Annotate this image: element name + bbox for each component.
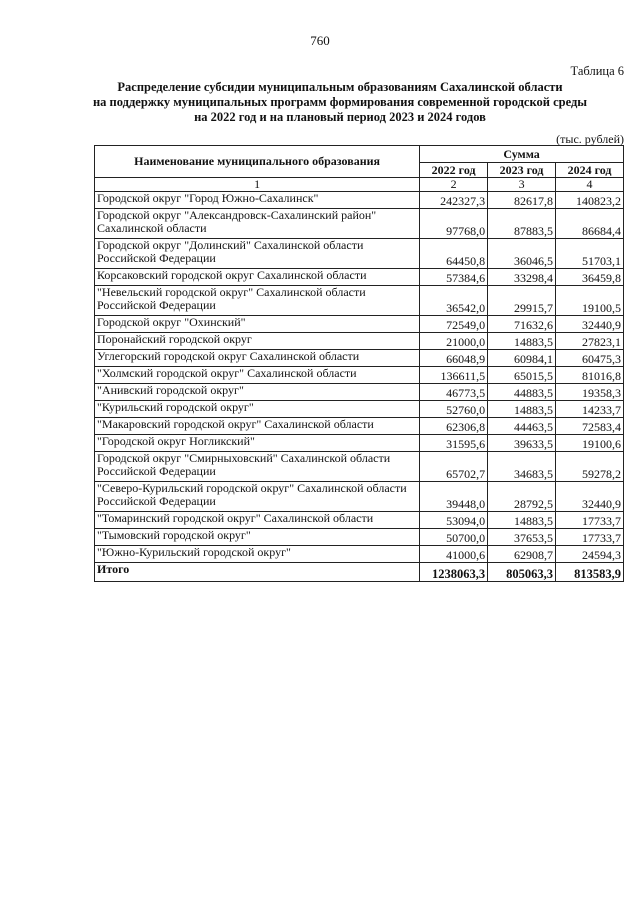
document-title [60, 80, 620, 125]
amount-2023: 36046,5 [488, 239, 556, 269]
amount-2022: 57384,6 [420, 269, 488, 286]
municipality-name: Городской округ "Долинский" Сахалинской области Российской Федерации [95, 239, 420, 269]
total-row [95, 563, 624, 582]
municipality-name: Городской округ "Александровск-Сахалинский район" Сахалинской области [95, 209, 420, 239]
page-number: 760 [310, 33, 330, 48]
subsidy-table [94, 145, 624, 582]
table-row [95, 482, 624, 512]
amount-2024: 72583,4 [556, 418, 624, 435]
amount-2023: 14883,5 [488, 401, 556, 418]
unit-label: (тыс. рублей) [556, 132, 624, 146]
amount-2022: 64450,8 [420, 239, 488, 269]
municipality-name: Поронайский городской округ [95, 333, 420, 350]
amount-2023: 37653,5 [488, 529, 556, 546]
amount-2024: 19100,5 [556, 286, 624, 316]
table-row [95, 333, 624, 350]
amount-2022: 65702,7 [420, 452, 488, 482]
column-index: 3 [488, 178, 556, 192]
total-2022: 1238063,3 [420, 563, 488, 582]
municipality-name: Городской округ "Смирныховский" Сахалинской области Российской Федерации [95, 452, 420, 482]
total-2023: 805063,3 [488, 563, 556, 582]
amount-2024: 81016,8 [556, 367, 624, 384]
table-row [95, 418, 624, 435]
table-row [95, 512, 624, 529]
amount-2022: 39448,0 [420, 482, 488, 512]
amount-2023: 29915,7 [488, 286, 556, 316]
total-2024: 813583,9 [556, 563, 624, 582]
municipality-name: "Томаринский городской округ" Сахалинской области [95, 512, 420, 529]
municipality-name: "Южно-Курильский городской округ" [95, 546, 420, 563]
table-row [95, 546, 624, 563]
amount-2023: 71632,6 [488, 316, 556, 333]
amount-2023: 60984,1 [488, 350, 556, 367]
municipality-name: "Холмский городской округ" Сахалинской области [95, 367, 420, 384]
column-index: 1 [95, 178, 420, 192]
table-row [95, 286, 624, 316]
amount-2022: 242327,3 [420, 192, 488, 209]
table-label: Таблица 6 [570, 64, 624, 78]
table-row [95, 384, 624, 401]
amount-2024: 86684,4 [556, 209, 624, 239]
amount-2024: 24594,3 [556, 546, 624, 563]
header-municipality: Наименование муниципального образования [95, 146, 420, 178]
amount-2022: 72549,0 [420, 316, 488, 333]
municipality-name: Городской округ "Охинский" [95, 316, 420, 333]
municipality-name: "Анивский городской округ" [95, 384, 420, 401]
total-label: Итого [95, 563, 420, 582]
amount-2024: 27823,1 [556, 333, 624, 350]
table-row [95, 367, 624, 384]
title-line: на поддержку муниципальных программ формирования современной городской среды [92, 95, 588, 109]
table-row [95, 529, 624, 546]
amount-2022: 97768,0 [420, 209, 488, 239]
amount-2022: 41000,6 [420, 546, 488, 563]
amount-2023: 44883,5 [488, 384, 556, 401]
title-line: на 2022 год и на плановый период 2023 и 2024 годов [194, 110, 486, 124]
table-row [95, 316, 624, 333]
amount-2024: 140823,2 [556, 192, 624, 209]
amount-2023: 65015,5 [488, 367, 556, 384]
amount-2024: 59278,2 [556, 452, 624, 482]
header-year-2023: 2023 год [488, 163, 556, 178]
amount-2022: 50700,0 [420, 529, 488, 546]
table-row [95, 269, 624, 286]
amount-2023: 28792,5 [488, 482, 556, 512]
amount-2022: 62306,8 [420, 418, 488, 435]
table-row [95, 192, 624, 209]
amount-2022: 66048,9 [420, 350, 488, 367]
amount-2022: 52760,0 [420, 401, 488, 418]
amount-2024: 19358,3 [556, 384, 624, 401]
table-row [95, 435, 624, 452]
table-row [95, 401, 624, 418]
table-row [95, 452, 624, 482]
column-index: 4 [556, 178, 624, 192]
amount-2022: 21000,0 [420, 333, 488, 350]
column-index: 2 [420, 178, 488, 192]
amount-2022: 36542,0 [420, 286, 488, 316]
municipality-name: Городской округ "Город Южно-Сахалинск" [95, 192, 420, 209]
amount-2023: 34683,5 [488, 452, 556, 482]
municipality-name: "Тымовский городской округ" [95, 529, 420, 546]
municipality-name: "Курильский городской округ" [95, 401, 420, 418]
amount-2024: 19100,6 [556, 435, 624, 452]
amount-2024: 60475,3 [556, 350, 624, 367]
amount-2023: 39633,5 [488, 435, 556, 452]
municipality-name: Углегорский городской округ Сахалинской области [95, 350, 420, 367]
table-row [95, 209, 624, 239]
municipality-name: "Городской округ Ногликский" [95, 435, 420, 452]
municipality-name: Корсаковский городской округ Сахалинской области [95, 269, 420, 286]
municipality-name: "Северо-Курильский городской округ" Сахалинской области Российской Федерации [95, 482, 420, 512]
amount-2024: 36459,8 [556, 269, 624, 286]
amount-2024: 51703,1 [556, 239, 624, 269]
amount-2023: 44463,5 [488, 418, 556, 435]
amount-2022: 136611,5 [420, 367, 488, 384]
municipality-name: "Невельский городской округ" Сахалинской области Российской Федерации [95, 286, 420, 316]
amount-2024: 32440,9 [556, 482, 624, 512]
amount-2023: 82617,8 [488, 192, 556, 209]
amount-2023: 33298,4 [488, 269, 556, 286]
table-row [95, 350, 624, 367]
amount-2022: 31595,6 [420, 435, 488, 452]
amount-2023: 14883,5 [488, 512, 556, 529]
amount-2024: 14233,7 [556, 401, 624, 418]
title-line: Распределение субсидии муниципальным образованиям Сахалинской области [117, 80, 563, 94]
amount-2023: 62908,7 [488, 546, 556, 563]
table-row [95, 239, 624, 269]
amount-2024: 17733,7 [556, 512, 624, 529]
header-sum: Сумма [420, 146, 624, 163]
amount-2024: 32440,9 [556, 316, 624, 333]
header-year-2022: 2022 год [420, 163, 488, 178]
amount-2023: 14883,5 [488, 333, 556, 350]
amount-2024: 17733,7 [556, 529, 624, 546]
amount-2023: 87883,5 [488, 209, 556, 239]
municipality-name: "Макаровский городской округ" Сахалинской области [95, 418, 420, 435]
header-year-2024: 2024 год [556, 163, 624, 178]
amount-2022: 53094,0 [420, 512, 488, 529]
amount-2022: 46773,5 [420, 384, 488, 401]
